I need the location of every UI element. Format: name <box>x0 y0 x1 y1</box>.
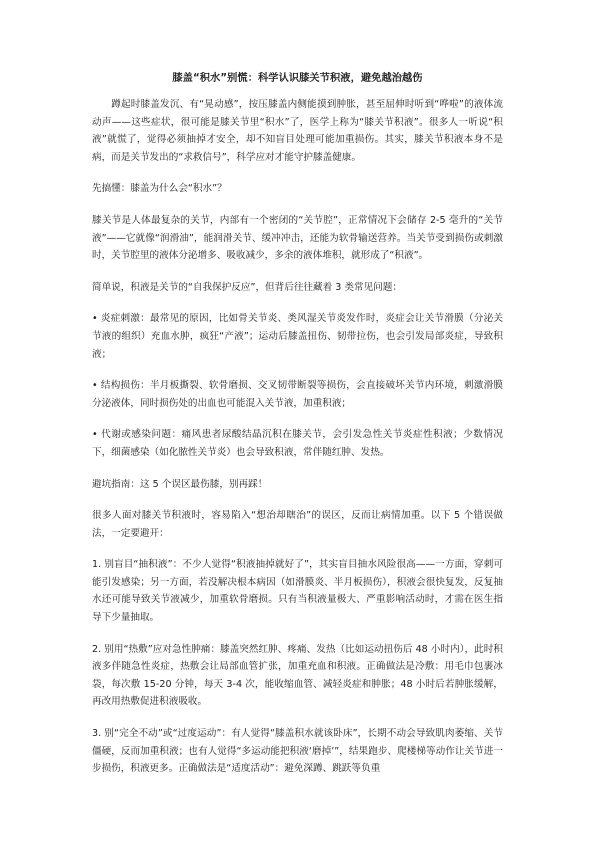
intro-paragraph: 蹲起时膝盖发沉、有“晃动感”，按压膝盖内侧能摸到肿胀，甚至屈伸时听到“哗啦”的液体流动声——这些症状，很可能是膝关节里“积水”了，医学上称为“膝关节积液”。很多人一听说“积液”就慌了，觉得必须抽掉才安全，却不知盲目处理可能加重损伤。其实，膝关节积液本身不是病，而是关节发出的“求救信号”，科学应对才能守护膝盖健康。 <box>92 99 503 163</box>
cause-item: • 代谢或感染问题：痛风患者尿酸结晶沉积在膝关节，会引发急性关节炎症性积液；少数情况下，细菌感染（如化脓性关节炎）也会导致积液，常伴随红肿、发热。 <box>92 429 503 458</box>
section-paragraph-joint-fluid: 膝关节是人体最复杂的关节，内部有一个密闭的“关节腔”，正常情况下会储存 2-5 毫升的“关节液”——它就像“润滑油”，能润滑关节、缓冲冲击，还能为软骨输送营养。当关节受到损伤或刺激时，关节腔里的液体分泌增多、吸收减少，多余的液体堆积，就形成了“积液”。 <box>92 214 503 262</box>
cause-item: • 结构损伤：半月板撕裂、软骨磨损、交叉韧带断裂等损伤，会直接破坏关节内环境，刺激滑膜分泌液体，同时损伤处的出血也可能混入关节液，加重积液； <box>92 380 503 409</box>
mistake-item: 3. 别“完全不动”或“过度运动”：有人觉得“膝盖积水就该卧床”，长期不动会导致肌肉萎缩、关节僵硬，反而加重积液；也有人觉得“多运动能把积液‘磨掉’”，结果跑步、爬楼梯等动作让关节进一步损伤，积液更多。正确做法是“适度活动”：避免深蹲、跳跃等负重 <box>92 728 503 775</box>
document-title: 膝盖“积水”别慌：科学认识膝关节积液，避免越治越伤 <box>172 73 423 84</box>
cause-item: • 炎症刺激：最常见的原因，比如骨关节炎、类风湿关节炎发作时，炎症会让关节滑膜（分泌关节液的组织）充血水肿，疯狂“产液”；运动后膝盖扭伤、韧带拉伤，也会引发局部炎症，导致积液； <box>92 313 503 360</box>
mistake-item: 1. 别盲目“抽积液”：不少人觉得“积液抽掉就好了”，其实盲目抽水风险很高——一方面，穿刺可能引发感染；另一方面，若没解决根本病因（如滑膜炎、半月板损伤），积液会很快复发，反复抽水还可能导致关节液减少，加重软骨磨损。只有当积液量极大、严重影响活动时，才需在医生指导下少量抽取。 <box>92 559 503 624</box>
section-heading-why: 先搞懂：膝盖为什么会“积水”？ <box>92 183 227 195</box>
section-heading-mistakes: 避坑指南：这 5 个误区最伤膝，别再踩！ <box>92 478 268 490</box>
mistake-item: 2. 别用“热敷”应对急性肿痛：膝盖突然红肿、疼痛、发热（比如运动扭伤后 48 小时内），此时积液多伴随急性炎症，热敷会让局部血管扩张，加重充血和积液。正确做法是冷敷：用毛巾包裹冰袋，每次敷 15-20 分钟，每天 3-4 次，能收缩血管、减轻炎症和肿胀；48 小时后若肿胀缓解，再改用热敷促进积液吸收。 <box>92 643 503 708</box>
section-paragraph-mistakes-intro: 很多人面对膝关节积液时，容易陷入“想治却瞎治”的误区，反而让病情加重。以下 5 个错误做法，一定要避开： <box>92 510 503 539</box>
section-paragraph-summary: 简单说，积液是关节的“自我保护反应”，但背后往往藏着 3 类常见问题： <box>92 281 402 293</box>
